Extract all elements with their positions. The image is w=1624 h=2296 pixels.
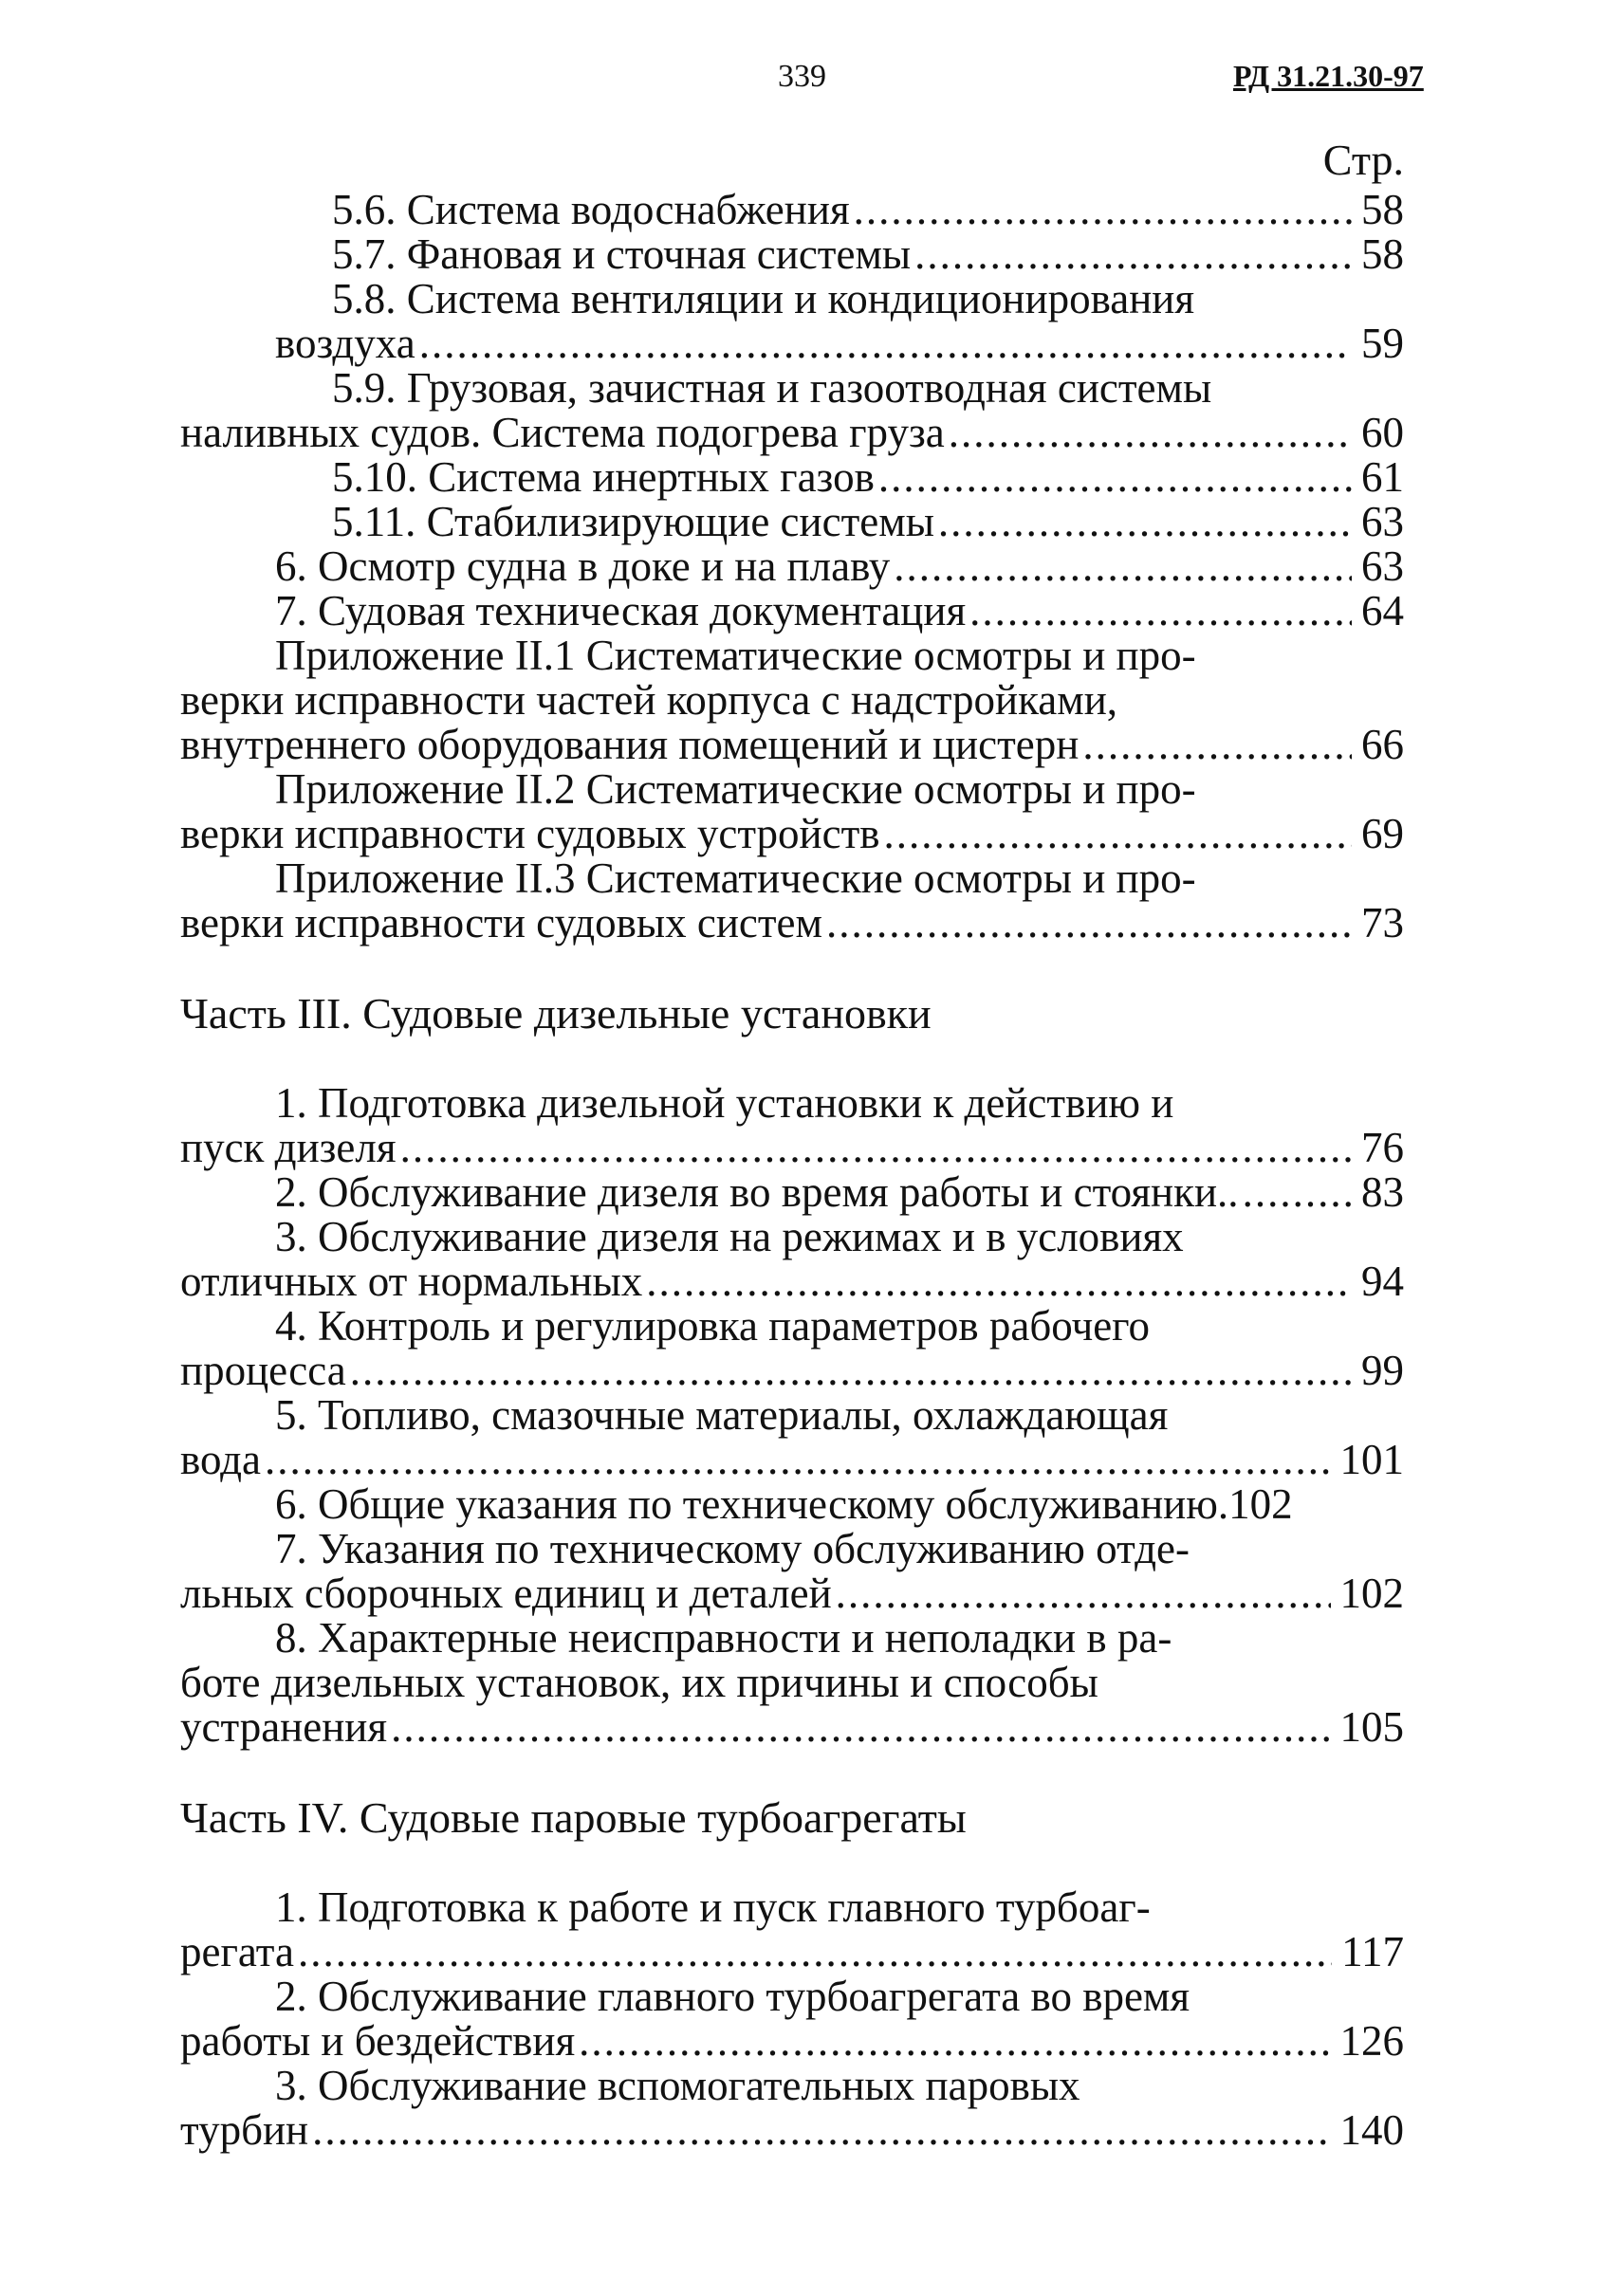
toc-entry-line	[180, 1482, 1404, 1527]
dot-leader	[419, 321, 1352, 366]
toc-entry-line	[180, 856, 1404, 901]
part3-title: Часть III. Судовые дизельные установки	[180, 989, 932, 1038]
toc-entry-line	[180, 1259, 1404, 1304]
toc-entry-page: 69	[1361, 810, 1404, 857]
toc-entry-page: 59	[1361, 320, 1404, 367]
dot-leader	[914, 232, 1352, 277]
toc-entry-text: льных сборочных единиц и деталей	[180, 1570, 832, 1617]
toc-entry-text: верки исправности судовых устройств	[180, 810, 880, 857]
toc-entry-text: турбин	[180, 2106, 309, 2154]
page-header	[0, 59, 1624, 116]
dot-leader	[949, 411, 1352, 455]
toc-entry-text: Приложение II.2 Систематические осмотры и про-	[275, 765, 1196, 813]
toc-entry-page: 61	[1361, 453, 1404, 501]
toc-entry-text: боте дизельных установок, их причины и способы	[180, 1659, 1098, 1706]
toc-entry-text: 7. Указания по техническому обслуживанию отде-	[275, 1525, 1190, 1572]
toc-entry-page: 101	[1339, 1436, 1404, 1483]
toc-entry-line	[180, 1304, 1404, 1349]
spacer	[180, 1840, 1404, 1885]
dot-leader	[1243, 1170, 1352, 1215]
toc-entry-page: 126	[1339, 2017, 1404, 2065]
toc-entry-text: 1. Подготовка дизельной установки к действию и	[275, 1079, 1174, 1127]
part4-title: Часть IV. Судовые паровые турбоагрегаты	[180, 1793, 967, 1842]
toc-entry-page: 117	[1341, 1928, 1404, 1975]
toc-entry-page: 105	[1339, 1703, 1404, 1751]
spacer	[180, 946, 1404, 991]
toc-entry-text: внутреннего оборудования помещений и цистерн	[180, 721, 1080, 768]
toc-entry-text: устранения	[180, 1703, 388, 1751]
toc-entry-text: 4. Контроль и регулировка параметров рабочего	[275, 1302, 1151, 1350]
dot-leader	[884, 812, 1352, 856]
toc-entry-line	[180, 232, 1404, 277]
toc-entry-text: вода	[180, 1436, 262, 1483]
toc-entry-line	[180, 2064, 1404, 2108]
dot-leader	[969, 589, 1352, 634]
toc-entry-text: 5.9. Грузовая, зачистная и газоотводная системы	[332, 364, 1212, 412]
toc-entry-text: 2. Обслуживание дизеля во время работы и стоянки..	[275, 1168, 1239, 1216]
toc-entry-text: 5.8. Система вентиляции и кондиционирования	[332, 275, 1195, 322]
toc-entry-line	[180, 1616, 1404, 1661]
toc-entry-line	[180, 1215, 1404, 1259]
toc-entry-line	[180, 455, 1404, 500]
toc-entry-line	[180, 2019, 1404, 2064]
toc-entry-page: 58	[1361, 186, 1404, 233]
toc-entry-text: 6. Общие указания по техническому обслуживанию.102	[275, 1480, 1293, 1528]
toc-entry-text: 5.10. Система инертных газов	[332, 453, 875, 501]
toc-entry-line	[180, 1081, 1404, 1126]
dot-leader	[878, 455, 1352, 500]
dot-leader	[400, 1126, 1352, 1170]
toc-entry-page: 58	[1361, 230, 1404, 278]
toc-entry-text: 5.6. Система водоснабжения	[332, 186, 850, 233]
page-column-label: Стр.	[1322, 136, 1404, 184]
toc-entry-page: 140	[1339, 2106, 1404, 2154]
toc-entry-line	[180, 1393, 1404, 1438]
toc-entry-page: 63	[1361, 542, 1404, 590]
toc-entry-text: отличных от нормальных	[180, 1258, 643, 1305]
toc-entry-line	[180, 723, 1404, 767]
toc-entry-text: 8. Характерные неисправности и неполадки в ра-	[275, 1614, 1172, 1662]
toc-entry-page: 63	[1361, 498, 1404, 545]
toc-entry-line	[180, 188, 1404, 232]
dot-leader	[646, 1259, 1352, 1304]
toc-entry-text: 3. Обслуживание вспомогательных паровых	[275, 2062, 1080, 2109]
dot-leader	[836, 1571, 1331, 1616]
dot-leader	[894, 544, 1352, 589]
toc-entry-page: 83	[1361, 1168, 1404, 1216]
toc-entry-line	[180, 1975, 1404, 2019]
toc-entry-text: Приложение II.3 Систематические осмотры и про-	[275, 854, 1196, 902]
toc-entry-text: 7. Судовая техническая документация	[275, 587, 967, 634]
toc-entry-line	[180, 1349, 1404, 1393]
toc-entry-line	[180, 678, 1404, 723]
toc-entry-text: верки исправности судовых систем	[180, 899, 822, 946]
dot-leader	[854, 188, 1352, 232]
dot-leader	[298, 1930, 1332, 1975]
toc-entry-line	[180, 1705, 1404, 1750]
toc-entry-text: Приложение II.1 Систематические осмотры и про-	[275, 632, 1196, 679]
dot-leader	[579, 2019, 1330, 2064]
toc-entry-line	[180, 1126, 1404, 1170]
toc-entry-text: процесса	[180, 1347, 346, 1394]
toc-entry-line	[180, 1438, 1404, 1482]
toc-entry-line	[180, 589, 1404, 634]
document-code: РД 31.21.30-97	[1233, 59, 1424, 93]
toc-entry-page: 99	[1361, 1347, 1404, 1394]
toc-entry-line	[180, 277, 1404, 321]
page-number: 339	[778, 59, 826, 94]
spacer	[180, 1036, 1404, 1081]
toc-section-part2	[180, 188, 1404, 946]
toc-entry-page: 94	[1361, 1258, 1404, 1305]
toc-entry-line	[180, 321, 1404, 366]
toc-entry-line	[180, 634, 1404, 678]
toc-entry-text: 1. Подготовка к работе и пуск главного турбоаг-	[275, 1883, 1151, 1931]
toc-entry-line	[180, 500, 1404, 544]
toc-entry-line	[180, 366, 1404, 411]
toc-entry-text: наливных судов. Система подогрева груза	[180, 409, 945, 456]
toc-entry-line	[180, 901, 1404, 946]
toc-entry-text: работы и бездействия	[180, 2017, 576, 2065]
dot-leader	[391, 1705, 1330, 1750]
toc-entry-line	[180, 1170, 1404, 1215]
toc-entry-text: регата	[180, 1928, 294, 1975]
toc-section-part4	[180, 1885, 1404, 2153]
toc-entry-line	[180, 2108, 1404, 2153]
toc-entry-text: 3. Обслуживание дизеля на режимах и в условиях	[275, 1213, 1184, 1260]
dot-leader	[938, 500, 1352, 544]
toc-entry-line	[180, 1527, 1404, 1571]
toc-entry-line	[180, 1885, 1404, 1930]
toc-entry-line	[180, 767, 1404, 812]
toc-entry-text: 5. Топливо, смазочные материалы, охлаждающая	[275, 1391, 1169, 1439]
toc-entry-line	[180, 544, 1404, 589]
spacer	[180, 1750, 1404, 1795]
toc-entry-text: 2. Обслуживание главного турбоагрегата во время	[275, 1973, 1190, 2020]
toc-entry-page: 76	[1361, 1124, 1404, 1171]
dot-leader	[350, 1349, 1352, 1393]
toc-entry-page: 64	[1361, 587, 1404, 634]
dot-leader	[265, 1438, 1330, 1482]
toc-entry-line	[180, 1930, 1404, 1975]
toc-entry-text: пуск дизеля	[180, 1124, 397, 1171]
dot-leader	[312, 2108, 1330, 2153]
toc-entry-page: 60	[1361, 409, 1404, 456]
toc-entry-text: верки исправности частей корпуса с надстройками,	[180, 676, 1118, 724]
dot-leader	[826, 901, 1352, 946]
toc-section-part3	[180, 1081, 1404, 1750]
toc-entry-line	[180, 1661, 1404, 1705]
table-of-contents	[180, 133, 1404, 2153]
toc-entry-page: 66	[1361, 721, 1404, 768]
toc-entry-line	[180, 411, 1404, 455]
toc-entry-page: 102	[1339, 1570, 1404, 1617]
toc-entry-text: 5.7. Фановая и сточная системы	[332, 230, 912, 278]
toc-entry-text: воздуха	[275, 320, 415, 367]
toc-entry-line	[180, 1571, 1404, 1616]
toc-entry-line	[180, 812, 1404, 856]
toc-entry-text: 6. Осмотр судна в доке и на плаву	[275, 542, 891, 590]
dot-leader	[1082, 723, 1352, 767]
toc-entry-page: 73	[1361, 899, 1404, 946]
toc-entry-text: 5.11. Стабилизирующие системы	[332, 498, 934, 545]
